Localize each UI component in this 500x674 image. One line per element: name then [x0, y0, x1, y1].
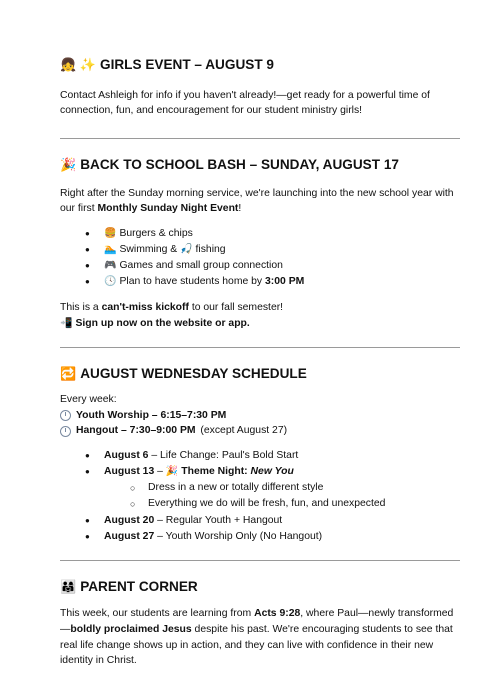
bash-list	[60, 226, 460, 291]
list-item	[60, 258, 460, 274]
closing-bold: can't-miss kickoff	[101, 302, 189, 314]
clock-icon	[60, 426, 71, 437]
date-text: –	[154, 466, 166, 478]
scripture-reference: Acts 9:28	[254, 608, 301, 620]
hangout-time: Hangout – 7:30–9:00 PM	[76, 425, 196, 437]
list-item: ○ Everything we do will be fresh, fun, and unexpected	[104, 496, 460, 512]
list-item	[60, 274, 460, 290]
list-item-text: Plan to have students home by	[119, 276, 266, 288]
list-item	[60, 513, 460, 529]
parent-text-1: This week, our students are learning from	[60, 608, 255, 620]
girl-sparkles-icon: 👧 ✨	[60, 57, 96, 73]
signup-text: Sign up now on the website or app.	[75, 317, 250, 329]
clock-icon	[60, 410, 71, 421]
bash-title: BACK TO SCHOOL BASH – SUNDAY, AUGUST 17	[80, 156, 399, 172]
repeat-icon: 🔁	[60, 365, 77, 381]
divider	[60, 560, 460, 561]
parent-text-2: , where Paul—newly transformed—	[60, 608, 454, 636]
wednesday-dates-list	[60, 448, 460, 545]
phone-arrow-icon: 📲	[60, 317, 73, 329]
list-item	[60, 226, 460, 242]
date-label: August 27	[104, 530, 155, 542]
date-text: – Youth Worship Only (No Hangout)	[154, 530, 323, 542]
parent-corner-heading	[60, 578, 460, 596]
pickup-time: 3:00 PM	[265, 276, 305, 288]
gamepad-icon: 🎮	[104, 260, 117, 272]
list-item-text: Swimming &	[119, 243, 181, 255]
girls-event-heading	[60, 56, 460, 74]
bash-section	[60, 156, 460, 332]
date-text: – Life Change: Paul's Bold Start	[148, 450, 299, 461]
theme-night-label: Theme Night:	[181, 466, 251, 478]
worship-time: Youth Worship – 6:15–7:30 PM	[76, 409, 227, 421]
date-label: August 20	[104, 514, 155, 526]
parent-bold-phrase: boldly proclaimed Jesus	[70, 624, 192, 636]
wednesday-section	[60, 365, 460, 545]
bash-closing	[60, 300, 460, 316]
closing-pre: This is a	[60, 302, 102, 314]
list-item	[60, 464, 460, 512]
signup-line	[60, 316, 460, 332]
swimmer-icon: 🏊	[104, 243, 117, 255]
clock-icon: 🕓	[104, 276, 117, 288]
fishing-icon: 🎣	[180, 243, 193, 255]
date-text: – Regular Youth + Hangout	[154, 514, 283, 526]
bash-intro	[60, 186, 460, 217]
date-label: August 13	[104, 466, 155, 478]
girls-event-title: GIRLS EVENT – AUGUST 9	[100, 57, 274, 72]
list-item: ○ Dress in a new or totally different style	[104, 480, 460, 496]
parent-corner-section	[60, 578, 460, 669]
list-item-text: Games and small group connection	[119, 260, 283, 272]
list-item-text: fishing	[195, 243, 226, 255]
theme-name: New You	[250, 466, 294, 478]
girls-event-section	[60, 56, 460, 119]
parent-corner-title: PARENT CORNER	[80, 578, 198, 594]
burger-icon: 🍔	[104, 227, 117, 239]
bash-intro-text: Right after the Sunday morning service, we're launching into the new school year with our first	[60, 187, 454, 215]
wednesday-heading	[60, 365, 460, 383]
family-icon: 👨‍👩‍👧	[60, 579, 77, 595]
list-item	[60, 448, 460, 464]
worship-line	[60, 408, 460, 424]
parent-corner-body	[60, 606, 460, 668]
hangout-line	[60, 423, 460, 439]
list-item	[60, 242, 460, 258]
divider	[60, 347, 460, 348]
parent-text-3: despite his past. We're encouraging students to see that real life change shows up in action, and they can live with confidence in their new identity in Christ.	[60, 624, 453, 667]
closing-post: to our fall semester!	[188, 302, 284, 314]
girls-event-body: Contact Ashleigh for info if you haven't already!—get ready for a powerful time of connection, fun, and encouragement for our student ministry girls!	[60, 89, 430, 117]
party-popper-icon: 🎉	[60, 157, 77, 173]
date-label: August 6	[104, 450, 149, 461]
list-item-text: Burgers & chips	[119, 227, 193, 239]
hangout-note: (except August 27)	[197, 425, 288, 437]
wednesday-title: AUGUST WEDNESDAY SCHEDULE	[80, 365, 307, 381]
list-item	[60, 529, 460, 545]
bash-heading	[60, 156, 460, 174]
divider	[60, 138, 460, 139]
bash-intro-bold: Monthly Sunday Night Event	[97, 203, 239, 215]
bash-intro-end: !	[238, 203, 242, 215]
party-popper-icon: 🎉	[165, 466, 179, 478]
theme-night-details	[104, 480, 460, 512]
newsletter-page	[60, 56, 460, 669]
every-week-label: Every week:	[60, 394, 117, 406]
